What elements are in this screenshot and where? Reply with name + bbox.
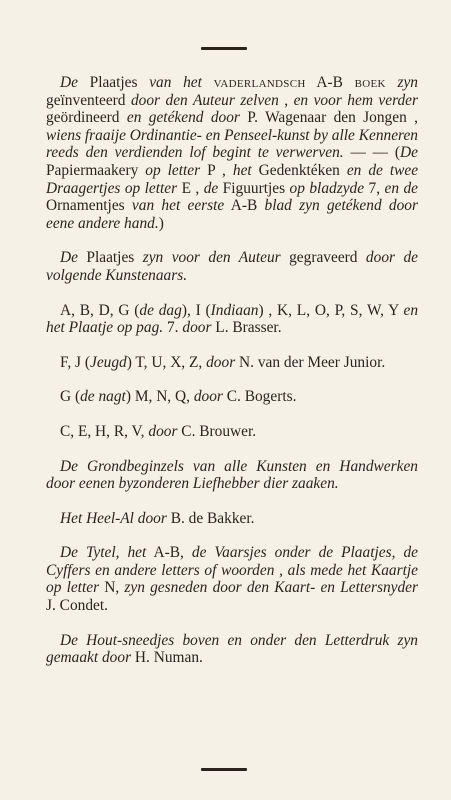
text-run: ) M, N, Q, xyxy=(125,388,194,406)
paragraph-engravers-intro xyxy=(46,249,418,284)
paragraph-tytel xyxy=(46,544,418,614)
text-run: blad zyn getékend door eene andere hand. xyxy=(46,197,418,232)
paragraph-brasser xyxy=(46,302,418,337)
text-run: vaderlandsch xyxy=(213,74,306,91)
text-run: gegraveerd xyxy=(280,249,366,267)
paragraph-bogerts xyxy=(46,388,418,406)
text-run: E , xyxy=(177,179,204,197)
text-run: 7. xyxy=(163,319,183,337)
text-run: De Grondbeginzels van alle Kunsten en Handwerken door eenen byzonderen Liefhebber dier zaaken. xyxy=(46,457,418,493)
text-run: C. Bogerts. xyxy=(222,388,297,406)
text-run: ) xyxy=(158,214,164,232)
text-run: op letter xyxy=(145,161,201,179)
text-run: Plaatjes xyxy=(77,74,150,91)
paragraph-grondbeginzels xyxy=(46,458,418,493)
top-ornament-rule xyxy=(201,47,247,50)
text-run: , xyxy=(278,91,294,109)
text-run: zyn gesneden door den Kaart- en Lettersnyder xyxy=(124,579,418,597)
text-run: P. Wagenaar den Jongen , xyxy=(239,109,418,127)
text-run: ) , K, L, O, P, S, W, Y xyxy=(258,301,404,319)
text-run: P , xyxy=(200,161,233,179)
text-run: en voor hem verder xyxy=(293,91,419,109)
text-run: door den Auteur zelven xyxy=(130,91,279,109)
text-run: van het eerste xyxy=(131,197,225,215)
text-run: van het xyxy=(149,74,202,91)
text-run: ) T, U, X, Z, xyxy=(126,353,207,371)
text-run: J. Condet. xyxy=(46,597,108,615)
text-run: A-B, xyxy=(146,544,192,562)
text-run: en het Plaatje op pag. xyxy=(46,301,419,337)
text-run: Gedenktéken xyxy=(251,161,347,179)
text-run: de dag xyxy=(139,301,182,319)
text-run: Jeugd xyxy=(89,353,127,371)
text-run: geördineerd xyxy=(46,109,127,127)
text-run: L. Brasser. xyxy=(211,319,282,337)
text-run: zyn xyxy=(397,74,418,91)
paragraph-illustrators xyxy=(46,74,418,232)
text-run: 7, xyxy=(364,179,385,197)
text-run: Figuurtjes xyxy=(218,179,290,197)
text-run: De xyxy=(60,249,78,267)
text-run xyxy=(202,74,214,91)
text-run: Het Heel-Al door xyxy=(60,509,167,527)
text-run: H. Numan. xyxy=(131,649,203,667)
text-run: N. van der Meer Junior. xyxy=(235,353,386,371)
text-run: door xyxy=(148,422,178,440)
text-run: en de twee Draagertjes op letter xyxy=(46,161,419,197)
text-run: Indiaan xyxy=(210,301,259,319)
page-text xyxy=(46,74,418,684)
text-run: F, J ( xyxy=(60,353,90,371)
paragraph-brouwer xyxy=(46,423,418,441)
text-run: C, E, H, R, V, xyxy=(60,422,149,440)
text-run: door xyxy=(206,353,236,371)
text-run: het xyxy=(232,161,252,179)
text-run: A-B xyxy=(305,74,355,91)
text-run: De xyxy=(400,144,418,162)
text-run: A, B, D, G ( xyxy=(60,301,140,319)
text-run: de nagt xyxy=(80,388,126,406)
text-run: De Hout-sneedjes boven en onder den Letterdruk zyn gemaakt door xyxy=(46,631,418,667)
text-run: de xyxy=(203,179,219,197)
bottom-ornament-rule xyxy=(201,768,247,771)
paragraph-van-der-meer xyxy=(46,354,418,372)
text-run: N, xyxy=(99,579,125,597)
text-run: Ornamentjes xyxy=(46,197,132,215)
text-run: door de volgende Kunstenaars. xyxy=(46,249,418,284)
text-run: door xyxy=(193,388,223,406)
text-run: zyn voor den Auteur xyxy=(142,249,281,267)
text-run: Papiermaakery xyxy=(46,161,146,179)
text-run: A-B xyxy=(224,197,265,215)
text-run: B. de Bakker. xyxy=(166,509,255,527)
text-run: wiens fraaije Ordinantie- en Penseel-kunst by alle Kenneren reeds den verdienden lof begint te verwerven. xyxy=(46,126,418,162)
text-run: De xyxy=(60,74,78,91)
text-run: ), I ( xyxy=(181,301,211,319)
text-run: en de xyxy=(384,179,418,197)
text-run: geïnventeerd xyxy=(46,91,131,109)
text-run: C. Brouwer. xyxy=(177,422,257,440)
text-run: G ( xyxy=(60,388,81,406)
paragraph-hout-sneedjes xyxy=(46,632,418,667)
text-run: en getékend door xyxy=(126,109,240,127)
text-run: door xyxy=(182,319,212,337)
paragraph-heel-al xyxy=(46,510,418,528)
text-run: Plaatjes xyxy=(77,249,143,267)
text-run: de Vaarsjes onder de Plaatjes, de Cyffers en andere letters of woorden , als mede het Kaartje op letter xyxy=(46,544,418,597)
text-run: — — ( xyxy=(343,144,401,162)
text-run xyxy=(386,74,398,91)
text-run: boek xyxy=(354,74,386,91)
text-run: op bladzyde xyxy=(289,179,365,197)
text-run: De Tytel, het xyxy=(60,544,147,562)
